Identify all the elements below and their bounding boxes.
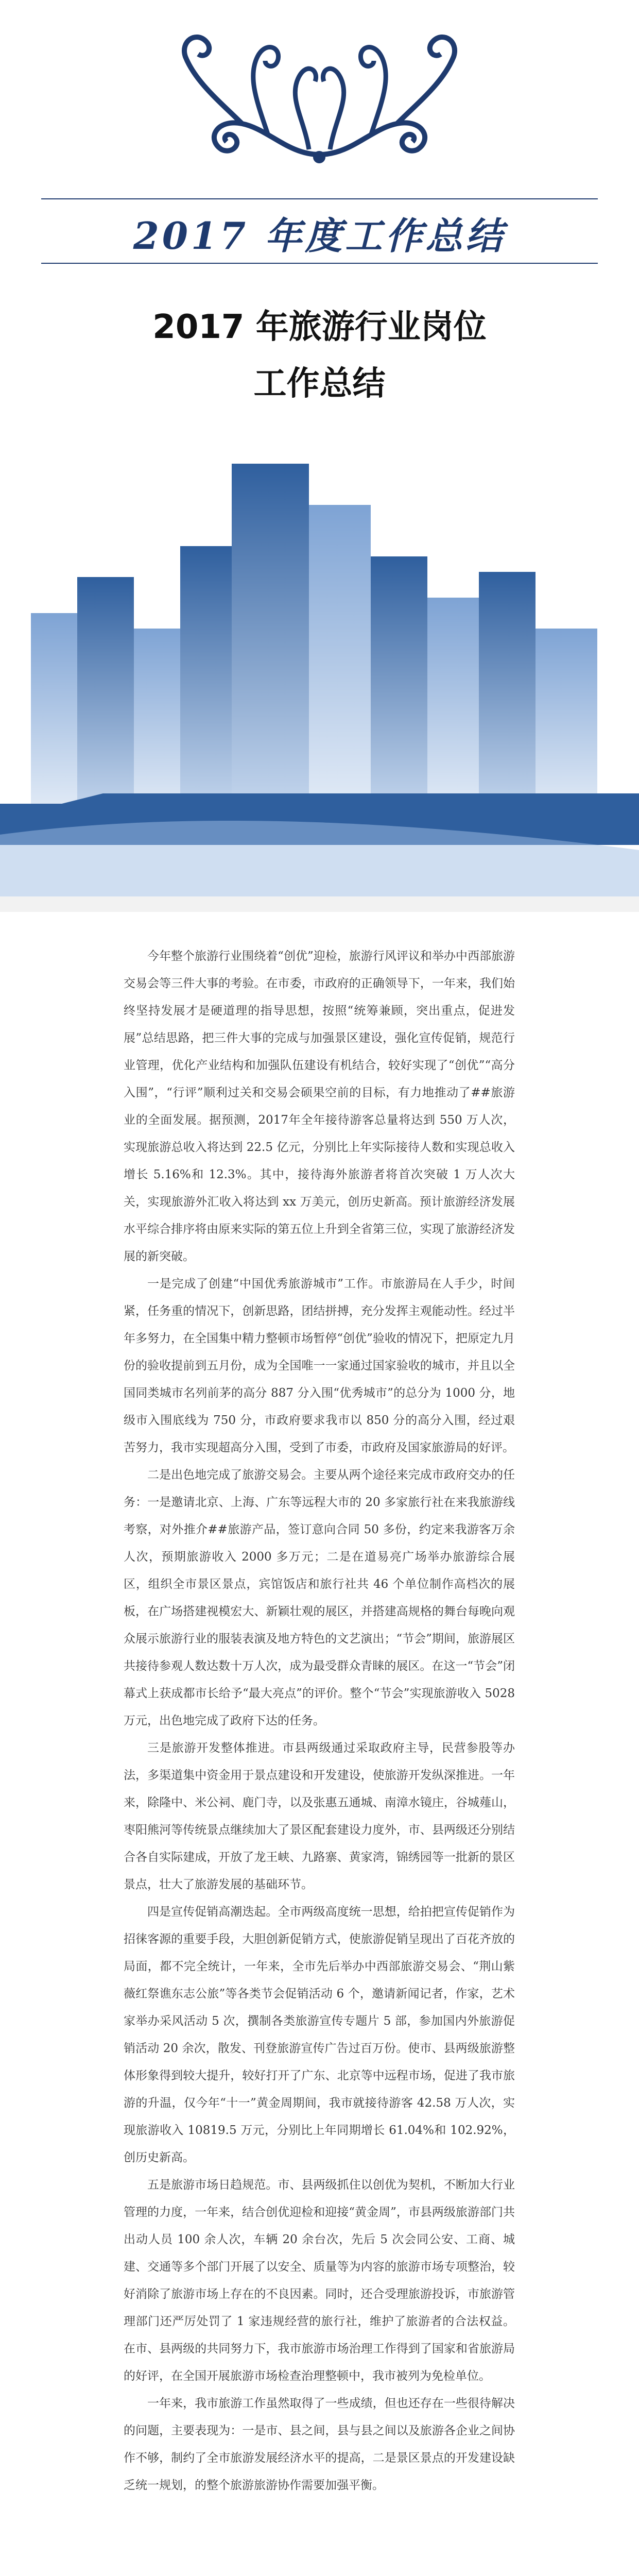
body-section-1 [124, 943, 515, 2499]
page-gap [0, 896, 639, 912]
paragraph-7: 一年来，我市旅游工作虽然取得了一些成绩，但也还存在一些很待解决的问题，主要表现为：一是市、县之间，县与县之间以及旅游各企业之间协作不够，制约了全市旅游发展经济水平的提高，二是景区景点的开发建设缺乏统一规划，的整个旅游旅游协作需要加强平衡。 [124, 2397, 515, 2492]
paragraph-3: 二是出色地完成了旅游交易会。主要从两个途径来完成市政府交办的任务：一是邀请北京、上海、广东等远程大市的 20 多家旅行社在来我旅游线考察，对外推介##旅游产品，签订意向合同 50 多份，约定来我游客万余人次，预期旅游收入 2000 多万元；二是在道易亮广场举办旅游综合展区，组织全市景区景点，宾馆饭店和旅行社共 46 个单位制作高档次的展板，在广场搭建视模宏大、新颖壮观的展区，并搭建高规格的舞台每晚向观众展示旅游行业的服装表演及地方特色的文艺演出；“节会”期间，旅游展区共接待参观人数达数十万人次，成为最受群众青睐的展区。在这一“节会”闭幕式上获成都市长给予“最大亮点”的评价。整个“节会”实现旅游收入 5028 万元，出色地完成了政府下达的任务。 [124, 1468, 515, 1727]
title-line-1: 2017 年旅游行业岗位 [152, 308, 487, 346]
document-title [0, 299, 639, 412]
paragraph-6: 五是旅游市场日趋规范。市、县两级抓住以创优为契机，不断加大行业管理的力度，一年来，结合创优迎检和迎接“黄金周”，市县两级旅游部门共出动人员 100 余人次，车辆 20 余台次，先后 5 次会同公安、工商、城建、交通等多个部门开展了以安全、质量等为内容的旅游市场专项整治，较好消除了旅游市场上存在的不良因素。同时，还合受理旅游投诉，市旅游管理部门还严厉处罚了 1 家违规经营的旅行社，维护了旅游者的合法权益。在市、县两级的共同努力下，我市旅游市场治理工作得到了国家和省旅游局的好评，在全国开展旅游市场检查治理整顿中，我市被列为免检单位。 [124, 2178, 515, 2383]
banner-top-line [41, 198, 598, 199]
banner-bottom-line [41, 263, 598, 264]
cityscape-illustration [0, 443, 639, 907]
banner-title: 2017 年度工作总结 [133, 214, 506, 258]
paragraph-2: 一是完成了创建“中国优秀旅游城市”工作。市旅游局在人手少，时间紧，任务重的情况下，创新思路，团结拼搏，充分发挥主观能动性。经过半年多努力，在全国集中精力整顿市场暂停“创优”验收的情况下，把原定九月份的验收提前到五月份，成为全国唯一一家通过国家验收的城市，并且以全国同类城市名列前茅的高分 887 分入围“优秀城市”的总分为 1000 分，地级市入围底线为 750 分，市政府要求我市以 850 分的高分入围，经过艰苦努力，我市实现超高分入围，受到了市委，市政府及国家旅游局的好评。 [124, 1277, 515, 1454]
floral-ornament [0, 0, 639, 185]
paragraph-4: 三是旅游开发整体推进。市县两级通过采取政府主导，民营参股等办法，多渠道集中资金用于景点建设和开发建设，使旅游开发纵深推进。一年来，除隆中、米公祠、鹿门寺，以及张惠五通城、南漳水镜庄，谷城薤山，枣阳熊河等传统景点继续加大了景区配套建设力度外，市、县两级还分别结合各自实际建成，开放了龙王峡、九路寨、黄家湾，锦绣园等一批新的景区景点，壮大了旅游发展的基础环节。 [124, 1741, 515, 1891]
paragraph-5: 四是宣传促销高潮迭起。全市两级高度统一思想，给拍把宣传促销作为招徕客源的重要手段，大胆创新促销方式，使旅游促销呈现出了百花齐放的局面，都不完全统计，一年来，全市先后举办中西部旅游交易会、“荆山紫薇红祭谯东志公旅”等各类节会促销活动 6 个，邀请新闻记者，作家，艺术家举办采风活动 5 次，撰制各类旅游宣传专题片 5 部，参加国内外旅游促销活动 20 余次，散发、刊登旅游宣传广告过百万份。使市、县两级旅游整体形象得到较大提升，较好打开了广东、北京等中远程市场，促进了我市旅游的升温，仅今年“十一”黄金周期间，我市就接待游客 42.58 万人次，实现旅游收入 10819.5 万元，分别比上年同期增长 61.04%和 102.92%，创历史新高。 [124, 1905, 515, 2164]
paragraph-1: 今年整个旅游行业围绕着“创优”迎检，旅游行风评议和举办中西部旅游交易会等三件大事的考验。在市委，市政府的正确领导下，一年来，我们始终坚持发展才是硬道理的指导思想，按照“统筹兼顾，突出重点，促进发展”总结思路，把三件大事的完成与加强景区建设，强化宣传促销，规范行业管理，优化产业结构和加强队伍建设有机结合，较好实现了“创优”“高分入围”，“行评”顺利过关和交易会硕果空前的目标，有力地推动了##旅游业的全面发展。据预测，2017年全年接待游客总量将达到 550 万人次，实现旅游总收入将达到 22.5 亿元，分别比上年实际接待人数和实现总收入增长 5.16%和 12.3%。其中，接待海外旅游者将首次突破 1 万人次大关，实现旅游外汇收入将达到 xx 万美元，创历史新高。预计旅游经济发展水平综合排序将由原来实际的第五位上升到全省第三位，实现了旅游经济发展的新突破。 [124, 950, 515, 1263]
title-line-2: 工作总结 [253, 365, 386, 403]
